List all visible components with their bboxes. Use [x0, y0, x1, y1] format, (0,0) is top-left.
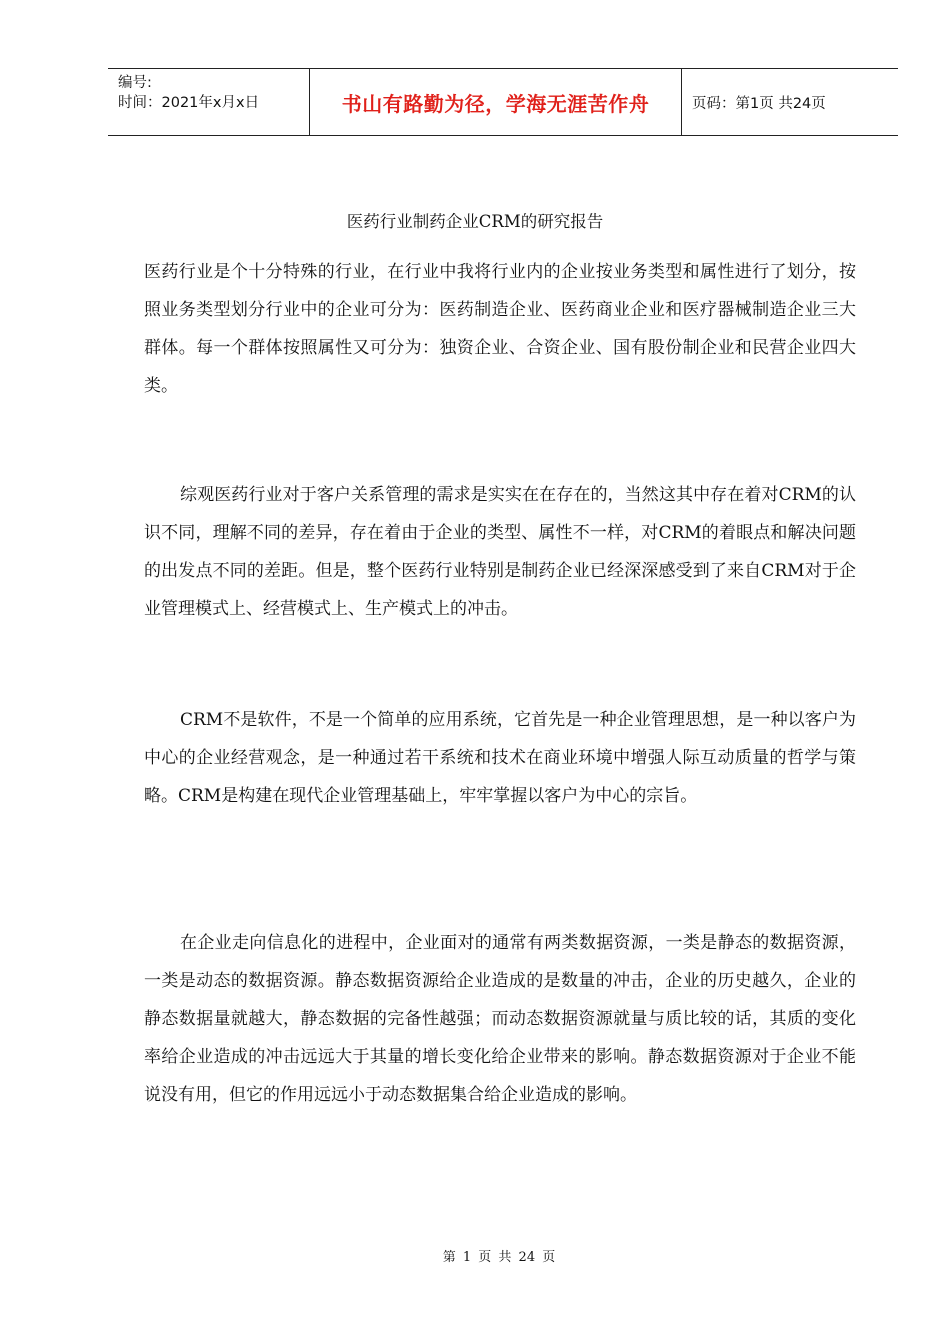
page-info-text: 页码：第1页 共24页 [692, 95, 826, 112]
time-label: 时间：2021年x月x日 [118, 95, 260, 111]
header-meta-cell [108, 69, 310, 135]
motto-cell [310, 69, 682, 135]
motto-text: 书山有路勤为径，学海无涯苦作舟 [341, 91, 650, 116]
page-footer: 第 1 页 共 24 页 [442, 1250, 556, 1265]
header-table [108, 68, 898, 136]
paragraph-3: CRM不是软件，不是一个简单的应用系统，它首先是一种企业管理思想，是一种以客户为中心的企业经营观念，是一种通过若干系统和技术在商业环境中增强人际互动质量的哲学与策略。CRM是构建在现代企业管理基础上，牢牢掌握以客户为中心的宗旨。 [144, 710, 856, 806]
number-label: 编号: [118, 75, 152, 91]
paragraph-1: 医药行业是个十分特殊的行业，在行业中我将行业内的企业按业务类型和属性进行了划分，按照业务类型划分行业中的企业可分为：医药制造企业、医药商业企业和医疗器械制造企业三大群体。每一个群体按照属性又可分为：独资企业、合资企业、国有股份制企业和民营企业四大类。 [144, 262, 856, 396]
paragraph-4: 在企业走向信息化的进程中，企业面对的通常有两类数据资源，一类是静态的数据资源，一类是动态的数据资源。静态数据资源给企业造成的是数量的冲击，企业的历史越久，企业的静态数据量就越大，静态数据的完备性越强；而动态数据资源就量与质比较的话，其质的变化率给企业造成的冲击远远大于其量的增长变化给企业带来的影响。静态数据资源对于企业不能说没有用，但它的作用远远小于动态数据集合给企业造成的影响。 [144, 933, 856, 1105]
document-title: 医药行业制药企业CRM的研究报告 [346, 212, 604, 231]
page-info-cell [682, 69, 898, 135]
paragraph-2: 综观医药行业对于客户关系管理的需求是实实在在存在的，当然这其中存在着对CRM的认识不同，理解不同的差异，存在着由于企业的类型、属性不一样，对CRM的着眼点和解决问题的出发点不同的差距。但是，整个医药行业特别是制药企业已经深深感受到了来自CRM对于企业管理模式上、经营模式上、生产模式上的冲击。 [144, 485, 856, 619]
